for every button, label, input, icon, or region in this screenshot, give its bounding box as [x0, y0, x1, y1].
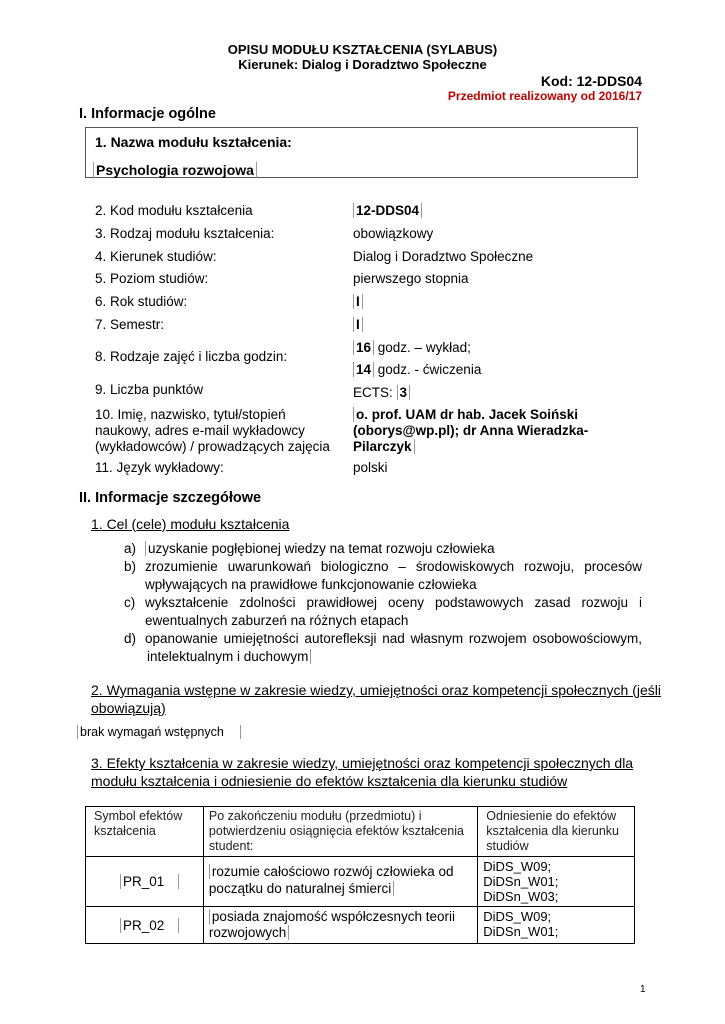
field-label: 3. Rodzaj modułu kształcenia:: [95, 226, 275, 241]
goal-line: ewentualnych zaburzeń na różnych etapach: [145, 613, 409, 628]
field-value: I: [353, 317, 363, 332]
goal-line: opanowanie umiejętności autorefleksji nad własnym rozwojem osobowościowym,: [145, 631, 642, 646]
field-value: pierwszego stopnia: [353, 271, 469, 286]
module-code: Kod: 12-DDS04: [540, 73, 642, 89]
hours-exercises-num: 14: [353, 362, 374, 377]
goal-line: wykształcenie zdolności prawidłowej oceny podstawowych zasad rozwoju i: [145, 595, 642, 610]
outcome-symbol: PR_01: [120, 874, 179, 889]
table-header-cell: Symbol efektów kształcenia: [86, 807, 204, 857]
effects-heading-cont: modułu kształcenia i odniesienie do efektów kształcenia dla kierunku studiów: [91, 773, 568, 789]
outcome-ref: DiDSn_W03;: [483, 889, 559, 904]
goals-heading: 1. Cel (cele) modułu kształcenia: [91, 516, 290, 532]
outcome-symbol: PR_02: [120, 918, 179, 933]
outcome-ref: DiDSn_W01;: [483, 874, 559, 889]
document-subtitle: Kierunek: Dialog i Doradztwo Społeczne: [238, 57, 487, 72]
page-number: 1: [640, 984, 646, 995]
hours-exercises: [353, 362, 653, 378]
table-header-cell: Odniesienie do efektów kształcenia dla kierunku studiów: [478, 807, 635, 857]
outcome-ref: DiDS_W09;: [483, 859, 552, 874]
table-row: [86, 907, 635, 944]
goal-line: uzyskanie pogłębionej wiedzy na temat rozwoju człowieka: [145, 541, 497, 556]
requirements-value: brak wymagań wstępnych: [77, 725, 241, 739]
realized-since: Przedmiot realizowany od 2016/17: [447, 89, 642, 103]
goal-line: wpływających na prawidłowe funkcjonowanie człowieka: [145, 577, 477, 592]
learning-outcomes-table: [85, 806, 635, 944]
points-label: 9. Liczba punktów: [95, 382, 204, 397]
requirements-heading: 2. Wymagania wstępne w zakresie wiedzy, umiejętności oraz kompetencji społecznych (jeśli: [91, 682, 661, 698]
language-label: 11. Język wykładowy:: [95, 460, 224, 475]
hours-lecture-num: 16: [353, 340, 374, 355]
field-label: 6. Rok studiów:: [95, 294, 188, 309]
hours-label: 8. Rodzaje zajęć i liczba godzin:: [95, 349, 288, 364]
field-label: 4. Kierunek studiów:: [95, 249, 217, 264]
field-value: obowiązkowy: [353, 226, 434, 241]
hours-exercises-text: godz. - ćwiczenia: [374, 362, 482, 377]
outcome-ref: DiDSn_W01;: [483, 924, 559, 939]
field-label: 2. Kod modułu kształcenia: [95, 203, 253, 218]
table-row: [86, 857, 635, 907]
goal-marker: c): [124, 595, 136, 610]
lecturers-label: 10. Imię, nazwisko, tytuł/stopień naukowy, adres e-mail wykładowcy (wykładowców) / prowadzących zajęcia: [95, 407, 330, 454]
requirements-heading-cont: obowiązują): [91, 700, 166, 716]
field-value: I: [353, 294, 363, 309]
field-value: Dialog i Doradztwo Społeczne: [353, 249, 534, 264]
goal-marker: d): [124, 631, 137, 646]
field-label: 5. Poziom studiów:: [95, 271, 209, 286]
field-value: 12-DDS04: [353, 203, 422, 218]
table-header-row: [86, 807, 635, 857]
goal-line: intelektualnym i duchowym: [145, 649, 311, 664]
outcome-effect: posiada znajomość współczesnych teorii rozwojowych: [208, 909, 456, 940]
goal-marker: a): [124, 541, 137, 556]
module-name-box: [85, 127, 638, 178]
document-title: OPISU MODUŁU KSZTAŁCENIA (SYLABUS): [227, 42, 498, 57]
goal-marker: b): [124, 559, 137, 574]
section-details-heading: II. Informacje szczegółowe: [79, 490, 262, 506]
outcome-effect: rozumie całościowo rozwój człowieka od początku do naturalnej śmierci: [208, 864, 454, 896]
language-value: polski: [353, 460, 388, 475]
points-prefix: ECTS:: [353, 385, 397, 400]
points-value: 3: [397, 385, 411, 400]
section-general-heading: I. Informacje ogólne: [79, 106, 216, 122]
outcome-ref: DiDS_W09;: [483, 909, 552, 924]
table-header-cell: Po zakończeniu modułu (przedmiotu) i potwierdzeniu osiągnięcia efektów kształcenia student:: [203, 807, 477, 857]
module-name-label: 1. Nazwa modułu kształcenia:: [95, 134, 292, 150]
hours-lecture-text: godz. – wykład;: [374, 340, 471, 355]
hours-lecture: [353, 340, 653, 356]
module-name-value: Psychologia rozwojowa: [93, 162, 257, 178]
goal-line: zrozumienie uwarunkowań biologiczno – środowiskowych rozwoju, procesów: [145, 559, 642, 574]
lecturers-value: o. prof. UAM dr hab. Jacek Soiński (oborys@wp.pl); dr Anna Wieradzka-Pilarczyk: [353, 407, 589, 454]
field-label: 7. Semestr:: [95, 317, 165, 332]
effects-heading: 3. Efekty kształcenia w zakresie wiedzy, umiejętności oraz kompetencji społecznych dla: [91, 755, 634, 771]
